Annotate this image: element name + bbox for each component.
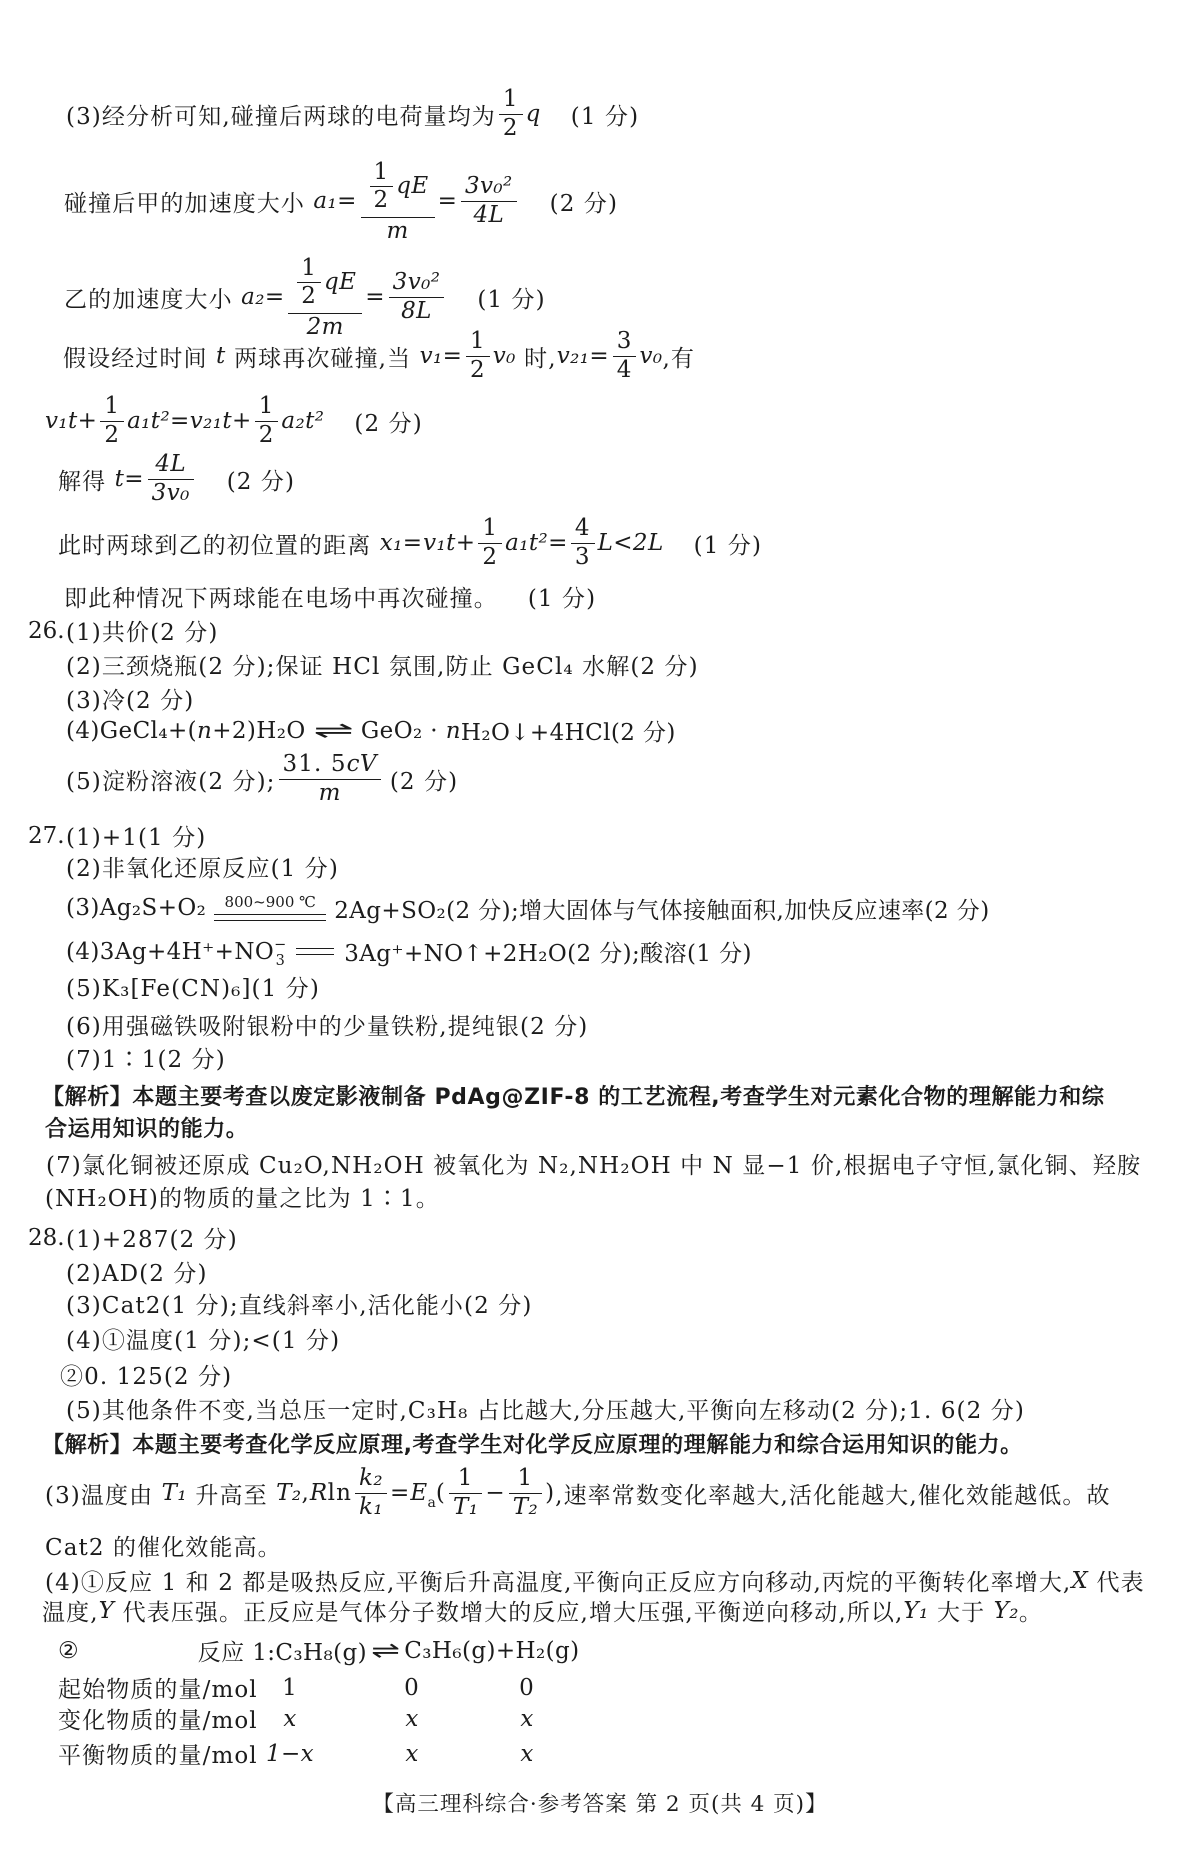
cell-value: 1−x [265, 1740, 315, 1767]
q28-item2-line [66, 1255, 208, 1288]
equals-sign: = [264, 284, 286, 310]
answer-text: (7)1∶1(2 分) [66, 1047, 226, 1073]
fraction-denominator: T₂ [512, 1493, 539, 1520]
reaction-condition: 800~900 ℃ [224, 893, 316, 911]
superscript-minus: − [274, 937, 287, 954]
phys-assumption-line [63, 330, 695, 382]
fraction-denominator: m [318, 779, 341, 806]
answer-text: (2)AD(2 分) [66, 1261, 208, 1287]
chem-formula: 2Ag+SO₂(2 分);增大固体与气体接触面积,加快反应速率(2 分) [334, 897, 990, 924]
q28-item3-line [66, 1287, 532, 1320]
fraction [461, 173, 517, 228]
inner-fraction [370, 159, 394, 214]
q26-item3-line [66, 682, 194, 715]
fraction-numerator: 1 [255, 393, 279, 421]
chem-formula: (4)GeCl₄+( [66, 717, 197, 744]
phys-solve-t-line [58, 453, 295, 505]
q27-item1-line [28, 819, 206, 852]
fraction-denominator: 2 [258, 421, 275, 448]
text-segment: 代表 [1088, 1570, 1145, 1596]
analysis-text: 合运用知识的能力。 [45, 1117, 249, 1142]
answer-text: (6)用强磁铁吸附银粉中的少量铁粉,提纯银(2 分) [66, 1014, 589, 1040]
fraction [478, 515, 502, 570]
phys-charge-line [66, 88, 639, 140]
variable: a₂ [241, 284, 265, 310]
q26-item5-line [66, 752, 458, 806]
chem-formula: C₃H₆(g)+H₂(g) [404, 1637, 580, 1664]
reaction-condition-equals [214, 895, 326, 921]
fraction [613, 328, 637, 383]
operator: ln [327, 1480, 352, 1506]
q28-explain-line1 [45, 1564, 1145, 1597]
answer-text: (3)Cat2(1 分);直线斜率小,活化能小(2 分) [66, 1293, 533, 1319]
variable: Y₁ [903, 1597, 929, 1624]
row-label: 平衡物质的量/mol [58, 1743, 258, 1769]
inner-fraction [297, 255, 321, 310]
fraction-denominator: T₁ [452, 1493, 479, 1520]
q27-item6-line [66, 1008, 588, 1041]
table-row-initial [58, 1671, 558, 1704]
variable: a₁ [313, 188, 338, 214]
q27-item3-equation-line [66, 884, 990, 932]
text-segment: (3)温度由 [45, 1482, 162, 1509]
variable: v₂₁ [556, 343, 590, 369]
q28-item4b-line [60, 1358, 232, 1391]
score-label: (1 分) [570, 103, 640, 130]
answer-text: (5)淀粉溶液(2 分); [66, 768, 276, 795]
variable: qE [323, 268, 357, 295]
circled-two: ② [58, 1637, 80, 1664]
answer-text: (3)冷(2 分) [66, 688, 195, 714]
fraction-denominator: 4 [616, 356, 633, 383]
fraction-numerator: 1 [100, 393, 124, 421]
formula: v₁t+ [45, 408, 98, 434]
fraction [499, 86, 523, 141]
fraction-numerator: 1 [297, 255, 321, 283]
score-label: (2 分) [389, 768, 459, 795]
fraction-denominator: 3v₀ [151, 479, 190, 506]
chem-formula: (4)3Ag+4H⁺+NO [66, 938, 275, 965]
table-row-change [58, 1702, 558, 1735]
variable: Y₂ [993, 1597, 1019, 1624]
equals-sign: = [402, 530, 424, 556]
q27-item7-line [66, 1041, 226, 1074]
score-label: (1 分) [693, 532, 763, 559]
text-segment: 大于 [928, 1600, 994, 1626]
row-label: 变化物质的量/mol [58, 1708, 258, 1734]
formula: L<2L [597, 530, 664, 556]
variable: n [196, 717, 213, 744]
fraction-denominator: 2 [502, 114, 519, 141]
answer-text: (5)K₃[Fe(CN)₆](1 分) [66, 976, 320, 1002]
variable: x₁ [379, 530, 403, 556]
cell-value: 0 [519, 1674, 535, 1701]
analysis-text: 【解析】本题主要考查化学反应原理,考查学生对化学反应原理的理解能力和综合运用知识的能力。 [42, 1433, 1023, 1458]
q27-item5-line [66, 970, 320, 1003]
q26-item2-line [66, 648, 699, 681]
q28-item1-line [28, 1221, 238, 1254]
variable: R [309, 1480, 328, 1506]
fraction-numerator: 1 [449, 1465, 482, 1493]
equals-sign: = [442, 343, 463, 369]
double-equals-bar [296, 948, 334, 955]
fraction [100, 393, 124, 448]
text-segment: ,有 [662, 345, 695, 372]
text-segment: Cat2 的催化效能高。 [45, 1535, 282, 1561]
fraction-denominator: 2 [104, 421, 121, 448]
q28-analysis-line [42, 1428, 1023, 1459]
subscript-three: 3 [275, 952, 285, 969]
variable: T₁ [161, 1480, 187, 1506]
fraction [571, 515, 595, 570]
cell-value: 1 [282, 1674, 298, 1701]
q28-explain-line2 [42, 1594, 1043, 1627]
paren: ( [435, 1480, 446, 1506]
score-label: (1 分) [527, 586, 597, 612]
q28-cat2-line [45, 1529, 282, 1562]
text-segment: 升高至 [186, 1482, 277, 1509]
variable: t [114, 466, 125, 492]
text-segment: 解得 [58, 468, 115, 495]
fraction [148, 451, 194, 506]
answer-text: (2)非氧化还原反应(1 分) [66, 856, 339, 882]
equilibrium-arrow-icon: ⇌ [371, 1637, 401, 1664]
fraction [355, 1465, 387, 1520]
q28-item5-line [66, 1392, 1025, 1425]
fraction-numerator: k₂ [355, 1465, 387, 1493]
fraction-numerator: 4L [148, 451, 194, 479]
fraction [255, 393, 279, 448]
text-segment: 时, [515, 345, 557, 372]
fraction-numerator: 1 [478, 515, 502, 543]
text-segment: 代表压强。正反应是气体分子数增大的反应,增大压强,平衡逆向移动,所以, [114, 1600, 904, 1626]
chem-formula: +2)H₂O [212, 717, 306, 744]
answer-text: (4)①温度(1 分);<(1 分) [66, 1328, 341, 1354]
chem-formula: GeO₂ · [360, 717, 446, 744]
text-segment: 假设经过时间 [63, 345, 217, 372]
fraction-denominator: 2 [373, 186, 390, 213]
variable: Y [98, 1597, 115, 1624]
answer-text: (1)共价(2 分) [66, 620, 219, 646]
fraction-numerator: 3v₀² [461, 173, 517, 201]
analysis-text: 【解析】本题主要考查以废定影液制备 PdAg@ZIF-8 的工艺流程,考查学生对元素化合物的理解能力和综 [42, 1085, 1105, 1110]
question-28-label: 28. [28, 1224, 65, 1251]
variable: v₀ [639, 343, 663, 369]
q28-item4-line [66, 1322, 340, 1355]
text-segment: 两球再次碰撞,当 [225, 345, 420, 372]
answer-text: (1)+287(2 分) [66, 1227, 238, 1253]
fraction-denominator: 2m [306, 314, 344, 341]
fraction-numerator: 1 [509, 1465, 542, 1493]
text-segment: 此时两球到乙的初位置的距离 [58, 532, 380, 559]
fraction [449, 1465, 482, 1520]
score-label: (1 分) [477, 286, 546, 313]
q27-item2-line [66, 850, 339, 883]
cell-value: x [405, 1705, 419, 1732]
variable: T₂ [276, 1480, 302, 1506]
big-fraction [288, 253, 362, 341]
minus-sign: − [485, 1480, 506, 1506]
q26-item4-equation-line [66, 714, 676, 747]
fraction-denominator: 2 [301, 282, 317, 309]
fraction-denominator: 2 [482, 543, 499, 570]
answer-text: (2)三颈烧瓶(2 分);保证 HCl 氛围,防止 GeCl₄ 水解(2 分) [66, 654, 699, 680]
fraction-numerator: 1 [370, 159, 394, 187]
variable: qE [396, 172, 429, 199]
equals-sign: = [124, 466, 145, 492]
fraction-denominator: m [386, 218, 409, 245]
equals-sign: = [437, 188, 458, 214]
fraction [466, 328, 490, 383]
text-segment: 即此种情况下两球能在电场中再次碰撞。 [64, 586, 498, 612]
fraction-denominator: 4L [473, 201, 505, 228]
equilibrium-arrow-icon: ⇌ [313, 717, 354, 744]
answer-text: ②0. 125(2 分) [60, 1364, 233, 1390]
cell-value: x [520, 1705, 534, 1732]
q27-note-line2 [45, 1180, 440, 1213]
text-segment: 碰撞后甲的加速度大小 [64, 190, 314, 217]
text-segment: 。 [1018, 1600, 1043, 1626]
answer-text: (5)其他条件不变,当总压一定时,C₃H₈ 占比越大,分压越大,平衡向左移动(2 分);1. 6(2 分) [66, 1398, 1025, 1424]
fraction-numerator: 1 [466, 328, 490, 356]
variable: v₁ [419, 343, 443, 369]
text-segment: (4)①反应 1 和 2 都是吸热反应,平衡后升高温度,平衡向正反应方向移动,丙烷的平衡转化率增大, [45, 1570, 1072, 1596]
fraction-denominator: k₁ [358, 1493, 383, 1520]
q27-analysis-line2 [45, 1112, 248, 1143]
chem-formula: 3Ag⁺+NO↑+2H₂O(2 分);酸溶(1 分) [344, 941, 752, 967]
fraction-denominator: 3 [574, 543, 591, 570]
page-footer: 【高三理科综合·参考答案 第 2 页(共 4 页)】 [372, 1792, 828, 1817]
fraction [279, 751, 381, 806]
fraction [509, 1465, 542, 1520]
cell-value: x [283, 1705, 297, 1732]
formula: v₁t+ [423, 530, 476, 556]
cell-value: x [520, 1740, 534, 1767]
text-segment: ,速率常数变化率越大,活化能越大,催化效能越低。故 [555, 1482, 1111, 1509]
fraction-numerator [288, 253, 362, 314]
variable: cV [346, 751, 377, 778]
formula: a₁t²= [505, 530, 568, 556]
q27-note-line1 [46, 1147, 1141, 1180]
chem-formula: 反应 1:C₃H₈(g) [197, 1640, 367, 1666]
row-label: 起始物质的量/mol [58, 1677, 258, 1703]
variable: t [216, 343, 226, 369]
fraction-numerator [279, 751, 381, 779]
fraction-numerator: 3 [613, 328, 637, 356]
chem-formula: (3)Ag₂S+O₂ [66, 895, 207, 921]
question-27-label: 27. [28, 822, 65, 849]
variable: q [525, 101, 541, 127]
variable: n [445, 717, 461, 744]
equals-sign: = [589, 343, 610, 369]
fraction-denominator: 2 [470, 356, 486, 383]
q26-item1-line [28, 614, 218, 647]
table-row-equilibrium [58, 1737, 558, 1770]
text-segment: 温度, [42, 1600, 99, 1626]
paren: ) [545, 1480, 556, 1506]
note-text: (7)氯化铜被还原成 Cu₂O,NH₂OH 被氧化为 N₂,NH₂OH 中 N 显−1 价,根据电子守恒,氯化铜、羟胺 [46, 1153, 1142, 1179]
variable: v₀ [492, 343, 516, 369]
double-bar [214, 914, 326, 921]
fraction [389, 269, 445, 324]
formula: a₂t² [281, 408, 325, 434]
cell-value: x [405, 1740, 419, 1767]
phys-accel-a1-line [64, 150, 618, 252]
fraction-numerator: 4 [571, 515, 595, 543]
score-label: (2 分) [226, 468, 296, 495]
formula: a₁t²=v₂₁t+ [127, 408, 252, 434]
number: 31. 5 [282, 751, 347, 778]
score-label: (2 分) [549, 190, 619, 217]
fraction-numerator: 3v₀² [389, 269, 445, 297]
subscript-a: a [427, 1495, 436, 1511]
phys-conclusion-line [64, 580, 596, 613]
score-label: (2 分) [354, 410, 423, 437]
variable: X [1071, 1567, 1089, 1594]
q28-reaction-header-line [58, 1634, 579, 1667]
answer-text: (1)+1(1 分) [66, 825, 207, 851]
note-text: (NH₂OH)的物质的量之比为 1∶1。 [45, 1186, 440, 1212]
text-segment: (3)经分析可知,碰撞后两球的电荷量均为 [66, 103, 496, 130]
question-26-label: 26. [28, 617, 65, 644]
q28-arrhenius-line [45, 1465, 1111, 1521]
equals-sign: = [337, 188, 358, 214]
phys-displacement-equation-line [45, 395, 423, 447]
q27-item4-equation-line [66, 935, 752, 968]
cell-value: 0 [404, 1674, 420, 1701]
q27-analysis-line1 [42, 1080, 1104, 1111]
big-fraction [361, 157, 435, 245]
equals-sign: = [389, 1480, 411, 1506]
equals-sign: = [365, 284, 386, 310]
phys-distance-line [58, 517, 762, 569]
fraction-numerator: 1 [499, 86, 523, 114]
text-segment: , [301, 1480, 310, 1506]
fraction-denominator: 8L [401, 297, 432, 324]
nitrate-charge-stack [274, 938, 286, 968]
text-segment: 乙的加速度大小 [64, 286, 242, 313]
fraction-numerator [361, 157, 435, 218]
chem-formula: H₂O↓+4HCl(2 分) [460, 720, 676, 746]
variable: E [410, 1480, 428, 1506]
